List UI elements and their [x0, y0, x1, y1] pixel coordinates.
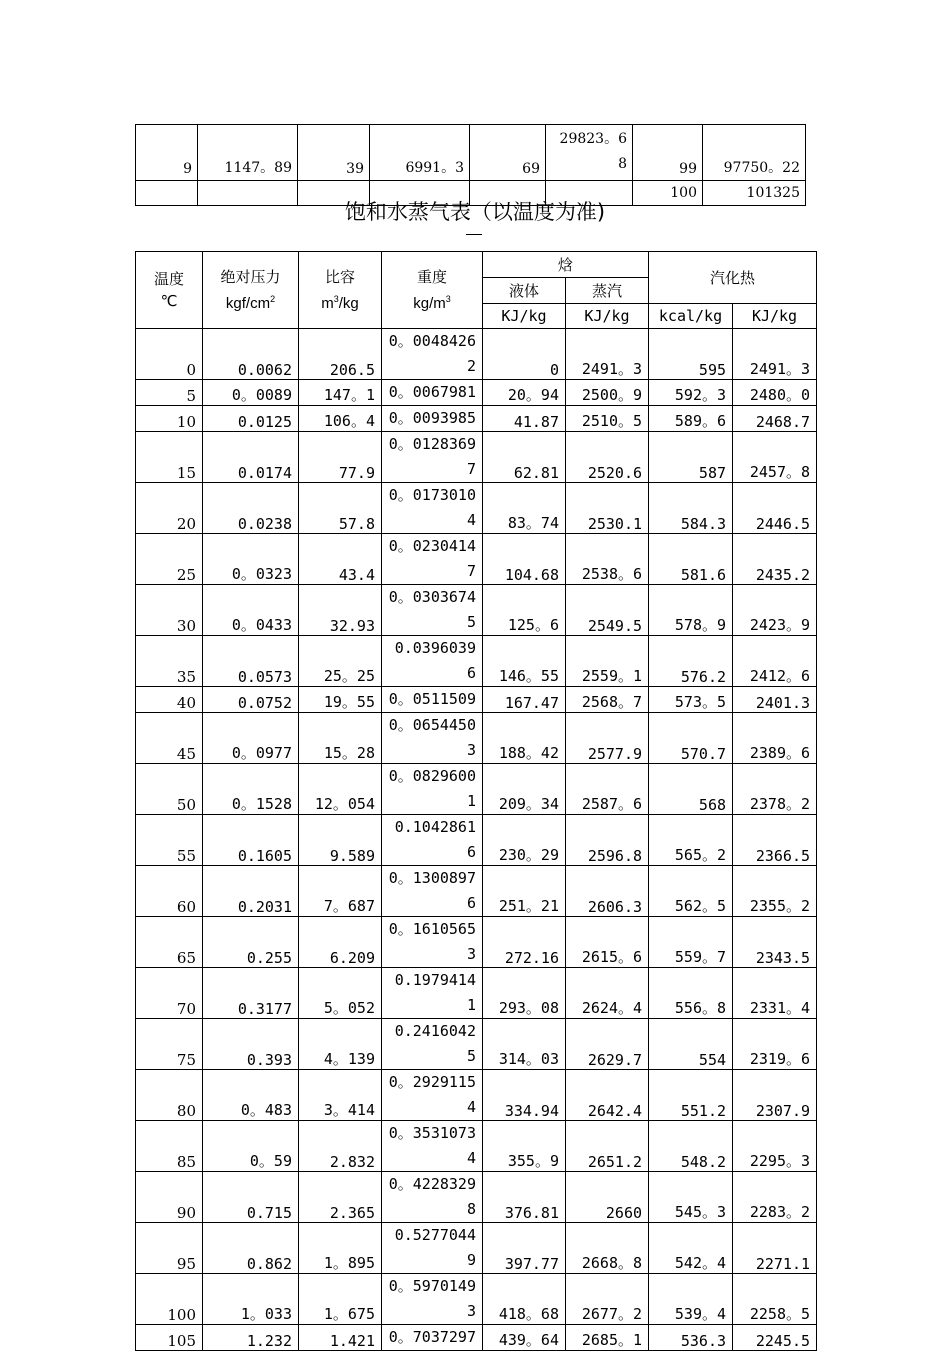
fragment-cell: 1147。89: [198, 125, 298, 181]
cell-pressure: 0。1528: [203, 764, 299, 815]
header-unit: $kg/m^3$: [413, 293, 451, 312]
cell-enthalpy-liquid: 418。68: [483, 1274, 566, 1325]
cell-enthalpy-liquid: 439。64: [483, 1325, 566, 1351]
cell-latent-kj: 2331。4: [733, 968, 817, 1019]
cell-latent-kj: 2343.5: [733, 917, 817, 968]
header-specific-volume: [299, 252, 382, 329]
cell-enthalpy-liquid: 355。9: [483, 1121, 566, 1172]
cell-temperature: 40: [136, 687, 203, 713]
cell-latent-kj: 2435.2: [733, 534, 817, 585]
table-row: [136, 329, 817, 380]
cell-temperature: 20: [136, 483, 203, 534]
cell-pressure: 0.715: [203, 1172, 299, 1223]
cell-specific-volume: 1。895: [299, 1223, 382, 1274]
cell-enthalpy-vapor: 2629.7: [566, 1019, 649, 1070]
table-row: [136, 1223, 817, 1274]
cell-latent-kj: 2401.3: [733, 687, 817, 713]
cell-density: 0.52770449: [382, 1223, 483, 1274]
fragment-cell: 100: [633, 181, 703, 206]
cell-enthalpy-vapor: 2510。5: [566, 406, 649, 432]
cell-temperature: 90: [136, 1172, 203, 1223]
cell-enthalpy-vapor: 2538。6: [566, 534, 649, 585]
table-row: [136, 483, 817, 534]
cell-specific-volume: 9.589: [299, 815, 382, 866]
header-label: 比容: [324, 267, 355, 286]
header-density: [382, 252, 483, 329]
cell-temperature: 75: [136, 1019, 203, 1070]
cell-enthalpy-vapor: 2596.8: [566, 815, 649, 866]
cell-temperature: 50: [136, 764, 203, 815]
table-row: [136, 815, 817, 866]
fragment-cell: 97750。22: [703, 125, 806, 181]
cell-specific-volume: 3。414: [299, 1070, 382, 1121]
cell-enthalpy-liquid: 83。74: [483, 483, 566, 534]
cell-latent-kcal: 578。9: [649, 585, 733, 636]
fragment-cell: 29823。68: [546, 125, 633, 181]
cell-specific-volume: 2.832: [299, 1121, 382, 1172]
cell-pressure: 0。0977: [203, 713, 299, 764]
cell-pressure: 0。0089: [203, 380, 299, 406]
title-underline-mark: [466, 234, 482, 235]
header-unit-cell: KJ/kg: [566, 304, 649, 329]
table-row: [136, 1172, 817, 1223]
cell-enthalpy-liquid: 230。29: [483, 815, 566, 866]
cell-temperature: 55: [136, 815, 203, 866]
cell-enthalpy-vapor: 2530.1: [566, 483, 649, 534]
fragment-cell-label: 9: [136, 125, 198, 181]
cell-density: 0。0093985: [382, 406, 483, 432]
cell-latent-kcal: 584.3: [649, 483, 733, 534]
cell-temperature: 60: [136, 866, 203, 917]
cell-latent-kcal: 570.7: [649, 713, 733, 764]
cell-latent-kj: 2468.7: [733, 406, 817, 432]
cell-enthalpy-liquid: 104.68: [483, 534, 566, 585]
cell-latent-kcal: 551.2: [649, 1070, 733, 1121]
cell-enthalpy-liquid: 125。6: [483, 585, 566, 636]
cell-temperature: 15: [136, 432, 203, 483]
cell-enthalpy-liquid: 376.81: [483, 1172, 566, 1223]
cell-temperature: 45: [136, 713, 203, 764]
cell-specific-volume: 1.421: [299, 1325, 382, 1351]
cell-latent-kj: 2491。3: [733, 329, 817, 380]
cell-latent-kj: 2258。5: [733, 1274, 817, 1325]
cell-enthalpy-liquid: 334.94: [483, 1070, 566, 1121]
cell-latent-kcal: 542。4: [649, 1223, 733, 1274]
fragment-cell: 6991。3: [370, 125, 470, 181]
cell-enthalpy-vapor: 2577.9: [566, 713, 649, 764]
cell-enthalpy-vapor: 2685。1: [566, 1325, 649, 1351]
cell-enthalpy-liquid: 62.81: [483, 432, 566, 483]
cell-latent-kcal: 565。2: [649, 815, 733, 866]
cell-pressure: 0.0062: [203, 329, 299, 380]
fragment-cell: 99: [633, 125, 703, 181]
cell-specific-volume: 4。139: [299, 1019, 382, 1070]
cell-latent-kj: 2389。6: [733, 713, 817, 764]
cell-enthalpy-liquid: 314。03: [483, 1019, 566, 1070]
cell-temperature: 10: [136, 406, 203, 432]
cell-density: 0。0067981: [382, 380, 483, 406]
cell-latent-kj: 2412。6: [733, 636, 817, 687]
cell-pressure: 1.232: [203, 1325, 299, 1351]
cell-specific-volume: 5。052: [299, 968, 382, 1019]
header-unit-cell: KJ/kg: [483, 304, 566, 329]
cell-latent-kj: 2271.1: [733, 1223, 817, 1274]
cell-density: 0。16105653: [382, 917, 483, 968]
cell-temperature: 25: [136, 534, 203, 585]
cell-density: 0。7037297: [382, 1325, 483, 1351]
header-unit: ℃: [160, 292, 178, 310]
cell-enthalpy-vapor: 2587。6: [566, 764, 649, 815]
table-row: [136, 636, 817, 687]
cell-enthalpy-liquid: 251。21: [483, 866, 566, 917]
cell-density: 0.10428616: [382, 815, 483, 866]
cell-latent-kcal: 554: [649, 1019, 733, 1070]
cell-enthalpy-vapor: 2606.3: [566, 866, 649, 917]
cell-latent-kcal: 595: [649, 329, 733, 380]
cell-specific-volume: 147。1: [299, 380, 382, 406]
cell-pressure: 0.393: [203, 1019, 299, 1070]
cell-specific-volume: 15。28: [299, 713, 382, 764]
cell-density: 0。01283697: [382, 432, 483, 483]
table-row: [136, 406, 817, 432]
header-enthalpy: 焓: [483, 252, 649, 278]
table-row: [136, 713, 817, 764]
cell-temperature: 0: [136, 329, 203, 380]
cell-pressure: 0.2031: [203, 866, 299, 917]
table-row: [136, 1070, 817, 1121]
table-row: [136, 917, 817, 968]
cell-enthalpy-vapor: 2491。3: [566, 329, 649, 380]
fragment-row: [136, 125, 806, 181]
cell-latent-kcal: 545。3: [649, 1172, 733, 1223]
header-vapor: 蒸汽: [566, 278, 649, 304]
cell-temperature: 100: [136, 1274, 203, 1325]
cell-pressure: 0。59: [203, 1121, 299, 1172]
cell-latent-kj: 2307.9: [733, 1070, 817, 1121]
cell-density: 0。13008976: [382, 866, 483, 917]
cell-specific-volume: 25。25: [299, 636, 382, 687]
cell-enthalpy-liquid: 167.47: [483, 687, 566, 713]
cell-density: 0。06544503: [382, 713, 483, 764]
fragment-cell: 69: [470, 125, 546, 181]
cell-pressure: 0.1605: [203, 815, 299, 866]
cell-latent-kj: 2319。6: [733, 1019, 817, 1070]
cell-specific-volume: 106。4: [299, 406, 382, 432]
cell-latent-kcal: 539。4: [649, 1274, 733, 1325]
cell-enthalpy-vapor: 2559。1: [566, 636, 649, 687]
cell-specific-volume: 2.365: [299, 1172, 382, 1223]
cell-temperature: 95: [136, 1223, 203, 1274]
header-liquid: 液体: [483, 278, 566, 304]
cell-enthalpy-liquid: 293。08: [483, 968, 566, 1019]
cell-temperature: 85: [136, 1121, 203, 1172]
table-row: [136, 687, 817, 713]
cell-enthalpy-liquid: 20。94: [483, 380, 566, 406]
cell-temperature: 70: [136, 968, 203, 1019]
cell-density: 0。02304147: [382, 534, 483, 585]
cell-enthalpy-vapor: 2500。9: [566, 380, 649, 406]
cell-latent-kj: 2423。9: [733, 585, 817, 636]
cell-enthalpy-vapor: 2642.4: [566, 1070, 649, 1121]
cell-specific-volume: 7。687: [299, 866, 382, 917]
table-row: [136, 585, 817, 636]
cell-temperature: 5: [136, 380, 203, 406]
cell-specific-volume: 12。054: [299, 764, 382, 815]
cell-density: 0。0511509: [382, 687, 483, 713]
table-row: [136, 380, 817, 406]
cell-pressure: 0。0323: [203, 534, 299, 585]
cell-latent-kj: 2378。2: [733, 764, 817, 815]
table-row: [136, 1274, 817, 1325]
cell-latent-kcal: 576.2: [649, 636, 733, 687]
cell-latent-kcal: 592。3: [649, 380, 733, 406]
cell-density: 0。08296001: [382, 764, 483, 815]
cell-latent-kcal: 568: [649, 764, 733, 815]
cell-latent-kcal: 589。6: [649, 406, 733, 432]
cell-enthalpy-vapor: 2520.6: [566, 432, 649, 483]
header-unit-cell: KJ/kg: [733, 304, 817, 329]
cell-pressure: 0。483: [203, 1070, 299, 1121]
table-row: [136, 1121, 817, 1172]
cell-latent-kj: 2446.5: [733, 483, 817, 534]
cell-density: 0.24160425: [382, 1019, 483, 1070]
cell-latent-kcal: 536.3: [649, 1325, 733, 1351]
header-temperature: [136, 252, 203, 329]
cell-latent-kcal: 562。5: [649, 866, 733, 917]
header-pressure: [203, 252, 299, 329]
header-row: [136, 252, 817, 278]
page-title: 饱和水蒸气表（以温度为准): [344, 200, 606, 224]
cell-specific-volume: 57.8: [299, 483, 382, 534]
cell-enthalpy-vapor: 2624。4: [566, 968, 649, 1019]
cell-enthalpy-vapor: 2677。2: [566, 1274, 649, 1325]
cell-enthalpy-vapor: 2668。8: [566, 1223, 649, 1274]
cell-specific-volume: 77.9: [299, 432, 382, 483]
header-label: 绝对压力: [220, 267, 281, 286]
cell-density: 0。42283298: [382, 1172, 483, 1223]
cell-density: 0。03036745: [382, 585, 483, 636]
cell-enthalpy-liquid: 188。42: [483, 713, 566, 764]
header-unit-cell: kcal/kg: [649, 304, 733, 329]
header-label: 温度: [153, 270, 184, 288]
cell-enthalpy-liquid: 41.87: [483, 406, 566, 432]
fragment-cell: 39: [298, 125, 370, 181]
cell-pressure: 0.0752: [203, 687, 299, 713]
cell-latent-kcal: 573。5: [649, 687, 733, 713]
cell-pressure: 0.3177: [203, 968, 299, 1019]
header-unit: $m^3/kg$: [321, 293, 359, 312]
cell-latent-kj: 2355。2: [733, 866, 817, 917]
cell-specific-volume: 19。55: [299, 687, 382, 713]
cell-pressure: 1。033: [203, 1274, 299, 1325]
cell-specific-volume: 6.209: [299, 917, 382, 968]
table-row: [136, 534, 817, 585]
cell-temperature: 105: [136, 1325, 203, 1351]
cell-specific-volume: 43.4: [299, 534, 382, 585]
cell-enthalpy-vapor: 2568。7: [566, 687, 649, 713]
cell-density: 0。35310734: [382, 1121, 483, 1172]
cell-latent-kcal: 559。7: [649, 917, 733, 968]
cell-pressure: 0.0174: [203, 432, 299, 483]
header-label: 重度: [416, 267, 447, 286]
cell-density: 0。00484262: [382, 329, 483, 380]
cell-latent-kcal: 587: [649, 432, 733, 483]
cell-specific-volume: 32.93: [299, 585, 382, 636]
cell-latent-kj: 2295。3: [733, 1121, 817, 1172]
fragment-cell: 101325: [703, 181, 806, 206]
cell-density: 0.03960396: [382, 636, 483, 687]
cell-enthalpy-vapor: 2549.5: [566, 585, 649, 636]
table-row: [136, 432, 817, 483]
cell-pressure: 0.0238: [203, 483, 299, 534]
cell-enthalpy-liquid: 0: [483, 329, 566, 380]
table-row: [136, 764, 817, 815]
cell-specific-volume: 206.5: [299, 329, 382, 380]
cell-enthalpy-liquid: 146。55: [483, 636, 566, 687]
cell-pressure: 0.862: [203, 1223, 299, 1274]
cell-specific-volume: 1。675: [299, 1274, 382, 1325]
table-row: [136, 1325, 817, 1351]
cell-enthalpy-vapor: 2660: [566, 1172, 649, 1223]
cell-enthalpy-liquid: 209。34: [483, 764, 566, 815]
cell-latent-kj: 2245.5: [733, 1325, 817, 1351]
table-body: [136, 329, 817, 1351]
cell-enthalpy-liquid: 272.16: [483, 917, 566, 968]
table-row: [136, 968, 817, 1019]
table-row: [136, 866, 817, 917]
cell-latent-kj: 2283。2: [733, 1172, 817, 1223]
saturated-steam-table: [135, 251, 817, 1351]
header-latent-heat: 汽化热: [649, 252, 817, 304]
cell-pressure: 0.0125: [203, 406, 299, 432]
cell-pressure: 0.255: [203, 917, 299, 968]
cell-temperature: 80: [136, 1070, 203, 1121]
cell-pressure: 0.0573: [203, 636, 299, 687]
cell-density: 0.19794141: [382, 968, 483, 1019]
cell-enthalpy-vapor: 2615。6: [566, 917, 649, 968]
header-unit: kgf/$cm^2$: [225, 293, 276, 312]
cell-temperature: 65: [136, 917, 203, 968]
cell-temperature: 30: [136, 585, 203, 636]
cell-latent-kj: 2457。8: [733, 432, 817, 483]
cell-latent-kcal: 556。8: [649, 968, 733, 1019]
cell-temperature: 35: [136, 636, 203, 687]
cell-pressure: 0。0433: [203, 585, 299, 636]
cell-latent-kj: 2480。0: [733, 380, 817, 406]
cell-density: 0。59701493: [382, 1274, 483, 1325]
cell-latent-kj: 2366.5: [733, 815, 817, 866]
cell-latent-kcal: 548.2: [649, 1121, 733, 1172]
cell-enthalpy-liquid: 397.77: [483, 1223, 566, 1274]
table-row: [136, 1019, 817, 1070]
previous-table-fragment: [135, 124, 806, 206]
cell-density: 0。01730104: [382, 483, 483, 534]
cell-latent-kcal: 581.6: [649, 534, 733, 585]
cell-density: 0。29291154: [382, 1070, 483, 1121]
cell-enthalpy-vapor: 2651.2: [566, 1121, 649, 1172]
